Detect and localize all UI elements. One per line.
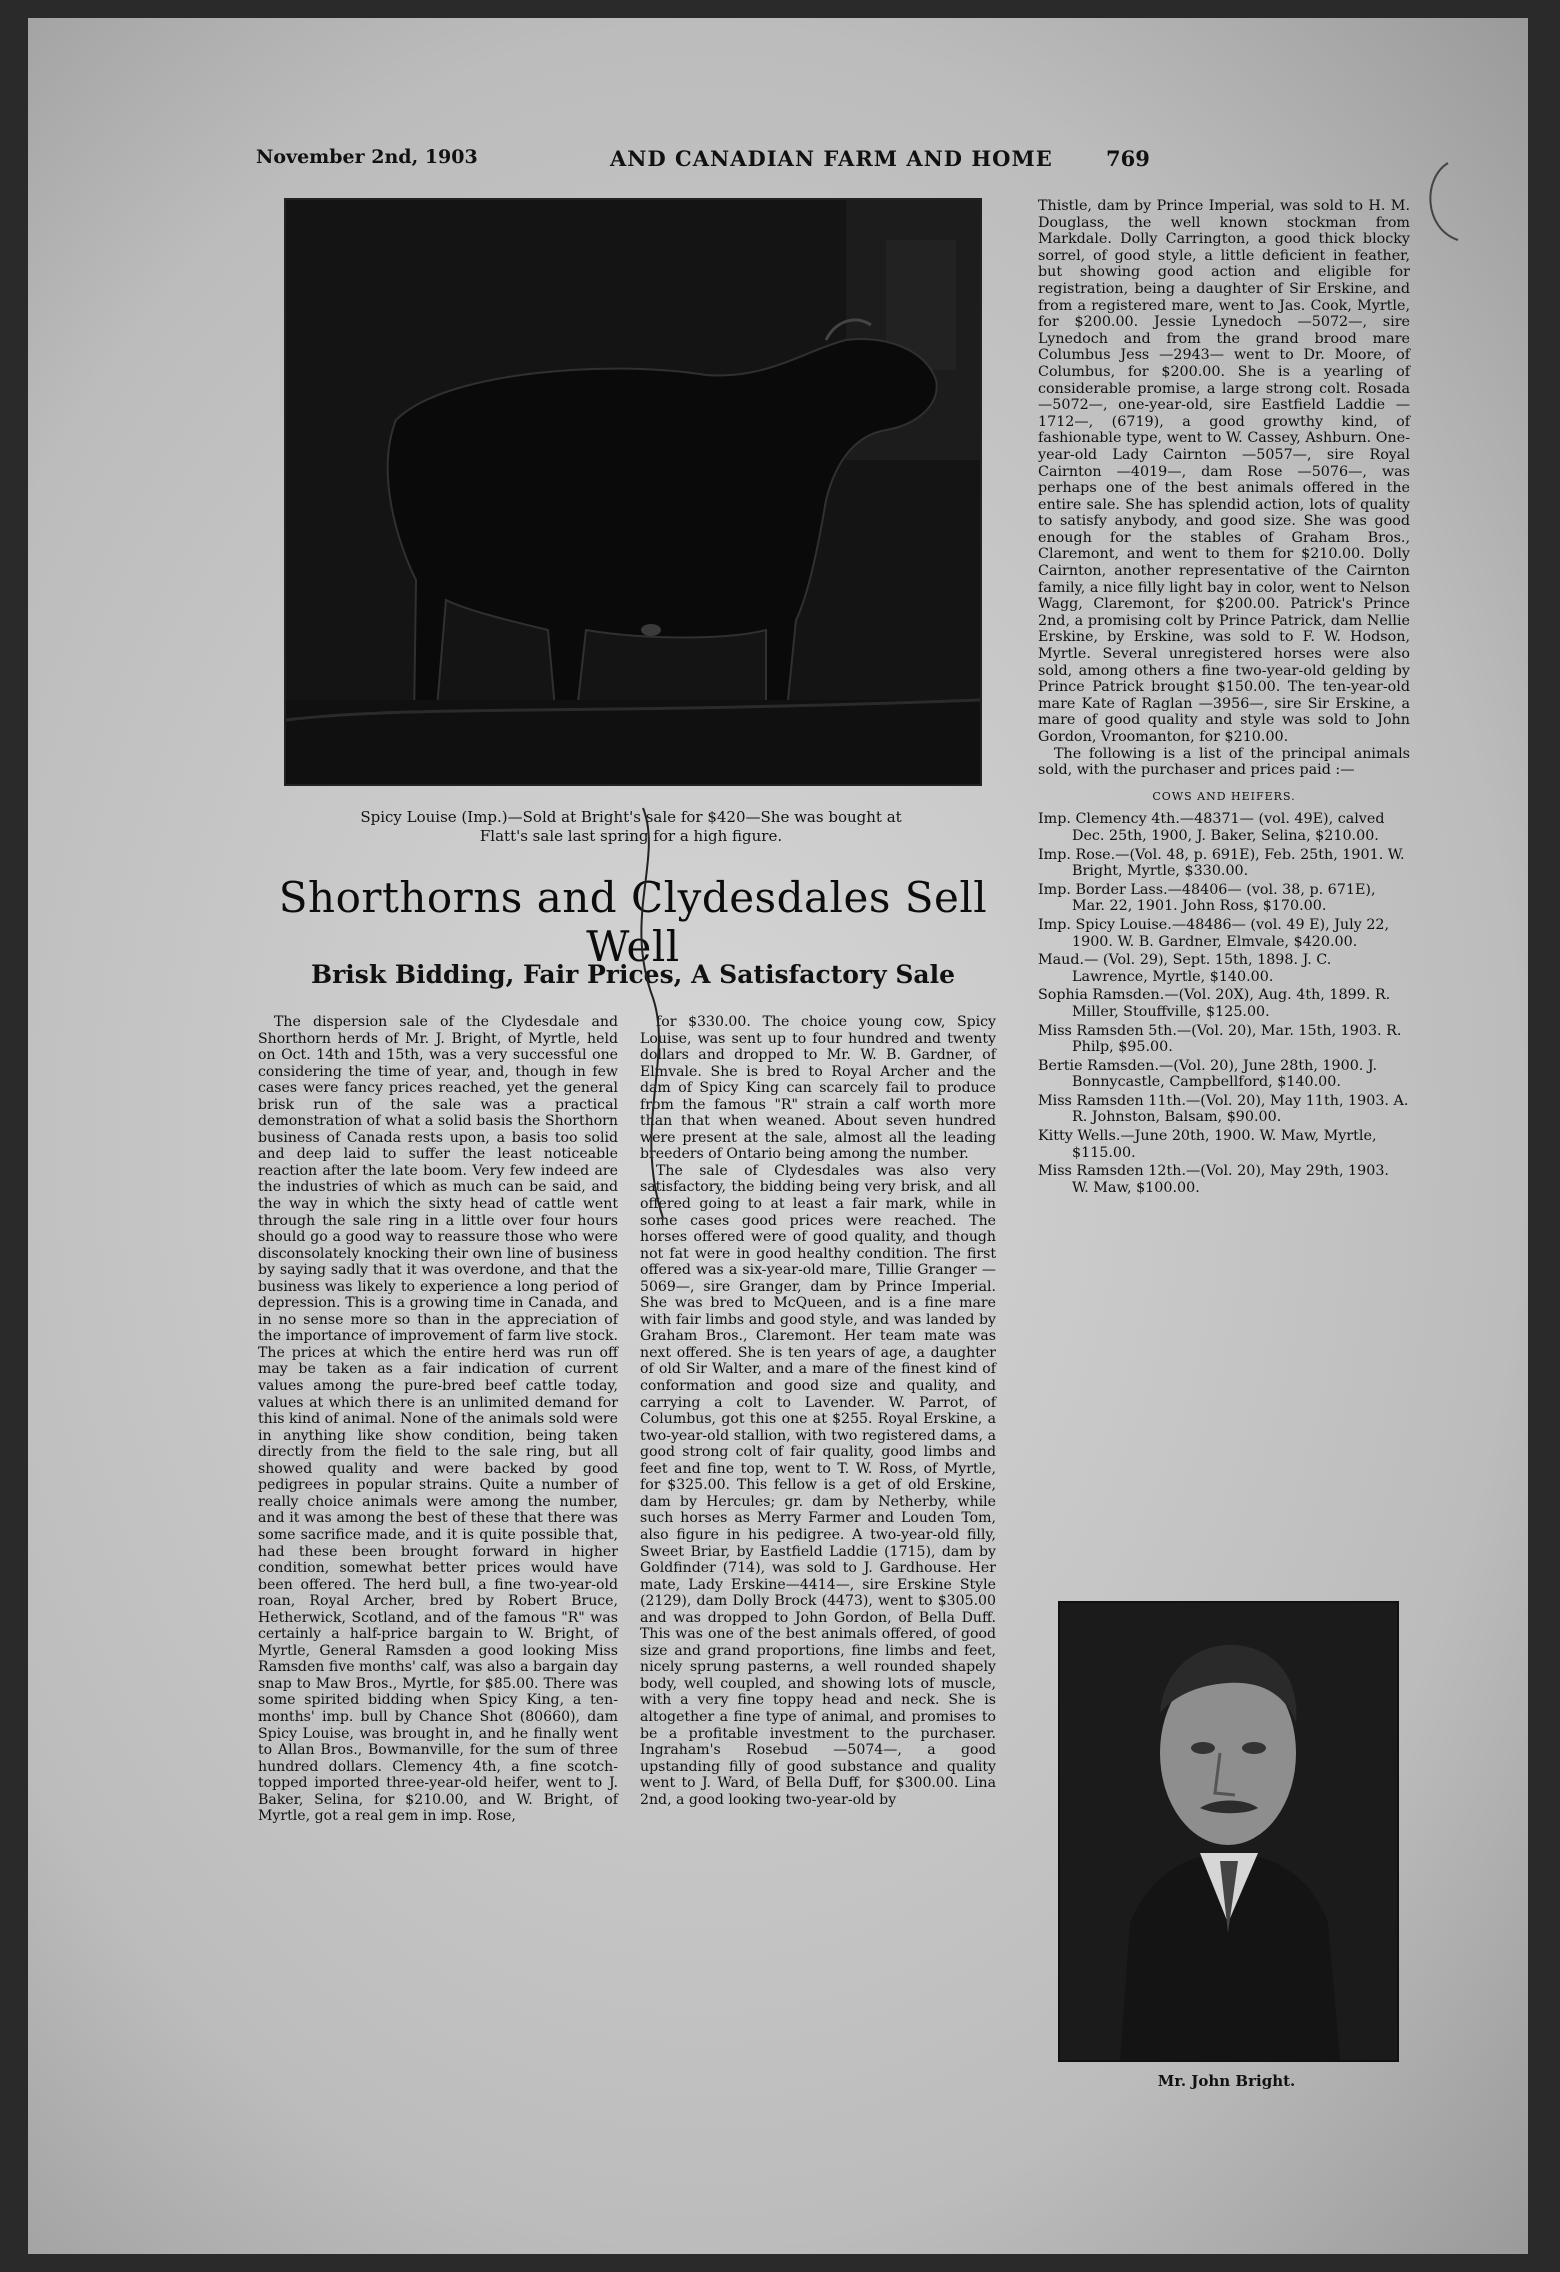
cows-and-heifers-heading: COWS AND HEIFERS.: [1152, 789, 1296, 803]
sales-list-item: Maud.— (Vol. 29), Sept. 15th, 1898. J. C. Lawrence, Myrtle, $140.00.: [1038, 952, 1332, 985]
column-1-paragraph-1: The dispersion sale of the Clydesdale and Shorthorn herds of Mr. J. Bright, of Myrtle, held on Oct. 14th and 15th, was a very successful one considering the time of year, and, though in few cases were fancy prices reached, yet the general brisk run of the sale was a practical demonstration of what a solid basis the Shorthorn business of Canada rests upon, a basis too solid and deep laid to suffer the least noticeable reaction after the late boom. Very few indeed are the industries of which as much can be said, and the way in which the sixty head of cattle went through the sale ring in a little over four hours should go a good way to reassure those who were disconsolately knocking their own line of business by saying sadly that it was overdone, and that the business was likely to experience a long period of depression. This is a growing time in Canada, and in no sense more so than in the appreciation of the importance of improvement of farm live stock. The prices at which the entire herd was run off may be taken as a fair indication of current values among the pure-bred beef cattle today, values at which there is an unlimited demand for this kind of animal. None of the animals sold were in anything like show condition, being taken directly from the field to the sale ring, but all showed quality and were backed by good pedigrees in popular strains. Quite a number of really choice animals were among the number, and it was among the best of these that there was some sacrifice made, and it is quite possible that, had these been brought forward in higher condition, somewhat better prices would have been offered. The herd bull, a fine two-year-old roan, Royal Archer, bred by Robert Bruce, Hetherwick, Scotland, and of the famous "R" was certainly a half-price bargain to W. Bright, of Myrtle, General Ramsden a good looking Miss Ramsden five months' calf, was also a bargain day snap to Maw Bros., Myrtle, for $85.00. There was some spirited bidding when Spicy King, a ten-months' imp. bull by Chance Shot (80660), dam Spicy Louise, was brought in, and he finally went to Allan Bros., Bowmanville, for the sum of three hundred dollars. Clemency 4th, a fine scotch-topped imported three-year-old heifer, went to J. Baker, Selina, for $210.00, and W. Bright, of Myrtle, got a real gem in imp. Rose,: [258, 1014, 618, 1825]
sales-list-item: Kitty Wells.—June 20th, 1900. W. Maw, Myrtle, $115.00.: [1038, 1128, 1377, 1161]
photo-caption-line-2: Flatt's sale last spring for a high figure.: [479, 827, 783, 845]
portrait-man-image: [1060, 1603, 1397, 2060]
sales-list-item: Imp. Spicy Louise.—48486— (vol. 49 E), July 22, 1900. W. B. Gardner, Elmvale, $420.00.: [1038, 916, 1390, 950]
sales-list-item: Sophia Ramsden.—(Vol. 20X), Aug. 4th, 1899. R. Miller, Stouffville, $125.00.: [1038, 987, 1391, 1020]
article-subheadline: Brisk Bidding, Fair Prices, A Satisfactory Sale: [310, 960, 955, 989]
article-column-3: [1038, 198, 1410, 1198]
column-2-paragraph-2: The sale of Clydesdales was also very satisfactory, the bidding being very brisk, and all offered going to at least a fair mark, while in some cases good prices were reached. The horses offered were of good quality, and though not fat were in good healthy condition. The first offered was a six-year-old mare, Tillie Granger —5069—, sire Granger, dam by Prince Imperial. She was bred to McQueen, and is a fine mare with fair limbs and good style, and was landed by Graham Bros., Claremont. Her team mate was next offered. She is ten years of age, a daughter of old Sir Walter, and a mare of the finest kind of conformation and good size and quality, and carrying a colt to Lavender. W. Parrot, of Columbus, got this one at $255. Royal Erskine, a two-year-old stallion, with two registered dams, a good strong colt of fair quality, good limbs and feet and fine top, went to T. W. Ross, of Myrtle, for $325.00. This fellow is a get of old Erskine, dam by Hercules; gr. dam by Netherby, while such horses as Merry Farmer and Louden Tom, also figure in his pedigree. A two-year-old filly, Sweet Briar, by Eastfield Laddie (1715), dam by Goldfinder (714), was sold to J. Gardhouse. Her mate, Lady Erskine—4414—, sire Erskine Style (2129), dam Dolly Brock (4473), went to $305.00 and was dropped to John Gordon, of Bella Duff. This was one of the best animals offered, of good size and grand proportions, fine limbs and feet, nicely sprung pasterns, a well rounded shapely body, well coupled, and showing lots of muscle, with a very fine toppy head and neck. She is altogether a fine type of animal, and promises to be a profitable investment to the purchaser. Ingraham's Rosebud —5074—, a good upstanding filly of good substance and quality went to J. Ward, of Bella Duff, for $300.00. Lina 2nd, a good looking two-year-old by: [640, 1162, 996, 1808]
column-2-paragraph-1: for $330.00. The choice young cow, Spicy Louise, was sent up to four hundred and twenty dollars and dropped to Mr. W. B. Gardner, of Elmvale. She is bred to Royal Archer and the dam of Spicy King can scarcely fail to produce from the famous "R" strain a calf worth more than that when weaned. About seven hundred were present at the sale, almost all the leading breeders of Ontario being among the number.: [640, 1014, 996, 1163]
sales-list-item: Imp. Clemency 4th.—48371— (vol. 49E), calved Dec. 25th, 1900, J. Baker, Selina, $210.00.: [1038, 811, 1385, 844]
sales-list-item: Miss Ramsden 5th.—(Vol. 20), Mar. 15th, 1903. R. Philp, $95.00.: [1038, 1022, 1402, 1056]
article-column-1: [258, 1014, 618, 1825]
newspaper-page: [28, 18, 1528, 2254]
scan-scribble-mark: [603, 798, 723, 1278]
sales-list: [1038, 811, 1410, 1196]
article-headline: Shorthorns and Clydesdales Sell Well: [278, 873, 988, 971]
page-number: 769: [1106, 146, 1150, 171]
sales-list-item: Bertie Ramsden.—(Vol. 20), June 28th, 1900. J. Bonnycastle, Campbellford, $140.00.: [1038, 1057, 1378, 1091]
column-3-paragraph-1: Thistle, dam by Prince Imperial, was sold to H. M. Douglass, the well known stockman from Markdale. Dolly Carrington, a good thick blocky sorrel, of good style, a little deficient in feather, but showing good action and eligible for registration, being a daughter of Sir Erskine, and from a registered mare, went to Jas. Cook, Myrtle, for $200.00. Jessie Lynedoch —5072—, sire Lynedoch and from the grand brood mare Columbus Jess —2943— went to Dr. Moore, of Columbus, for $200.00. She is a yearling of considerable promise, a large strong colt. Rosada —5072—, one-year-old, sire Eastfield Laddie —1712—, (6719), a good growthy kind, of fashionable type, went to W. Cassey, Ashburn. One-year-old Lady Cairnton —5057—, sire Royal Cairnton —4019—, dam Rose —5076—, was perhaps one of the best animals offered in the entire sale. She has splendid action, lots of quality to satisfy anybody, and good size. She was good enough for the stables of Graham Bros., Claremont, and went to them for $210.00. Dolly Cairnton, another representative of the Cairnton family, a nice filly light bay in color, went to Nelson Wagg, Claremont, for $200.00. Patrick's Prince 2nd, a promising colt by Prince Patrick, dam Nellie Erskine, by Erskine, was sold to F. W. Hodson, Myrtle. Several unregistered horses were also sold, among others a fine two-year-old gelding by Prince Patrick brought $150.00. The ten-year-old mare Kate of Raglan —3956—, sire Sir Erskine, a mare of good quality and style was sold to John Gordon, Vroomanton, for $210.00.: [1038, 198, 1410, 745]
publication-title: AND CANADIAN FARM AND HOME: [610, 146, 1053, 171]
sales-list-item: Imp. Border Lass.—48406— (vol. 38, p. 671E), Mar. 22, 1901. John Ross, $170.00.: [1038, 881, 1376, 915]
cow-photograph: [284, 198, 982, 786]
photo-caption-line-1: Spicy Louise (Imp.)—Sold at Bright's sale for $420—She was bought at: [360, 808, 902, 826]
scan-curve-mark: [1418, 158, 1478, 248]
sales-list-item: Imp. Rose.—(Vol. 48, p. 691E), Feb. 25th, 1901. W. Bright, Myrtle, $330.00.: [1038, 846, 1405, 880]
sales-list-item: Miss Ramsden 12th.—(Vol. 20), May 29th, 1903. W. Maw, $100.00.: [1038, 1163, 1389, 1196]
sales-list-item: Miss Ramsden 11th.—(Vol. 20), May 11th, 1903. A. R. Johnston, Balsam, $90.00.: [1038, 1092, 1409, 1126]
issue-date: November 2nd, 1903: [256, 146, 478, 168]
portrait-photograph: [1058, 1601, 1399, 2062]
portrait-caption: Mr. John Bright.: [1157, 2072, 1296, 2090]
cow-silhouette-image: [286, 200, 980, 784]
column-3-paragraph-2: The following is a list of the principal animals sold, with the purchaser and prices paid :—: [1038, 745, 1410, 779]
